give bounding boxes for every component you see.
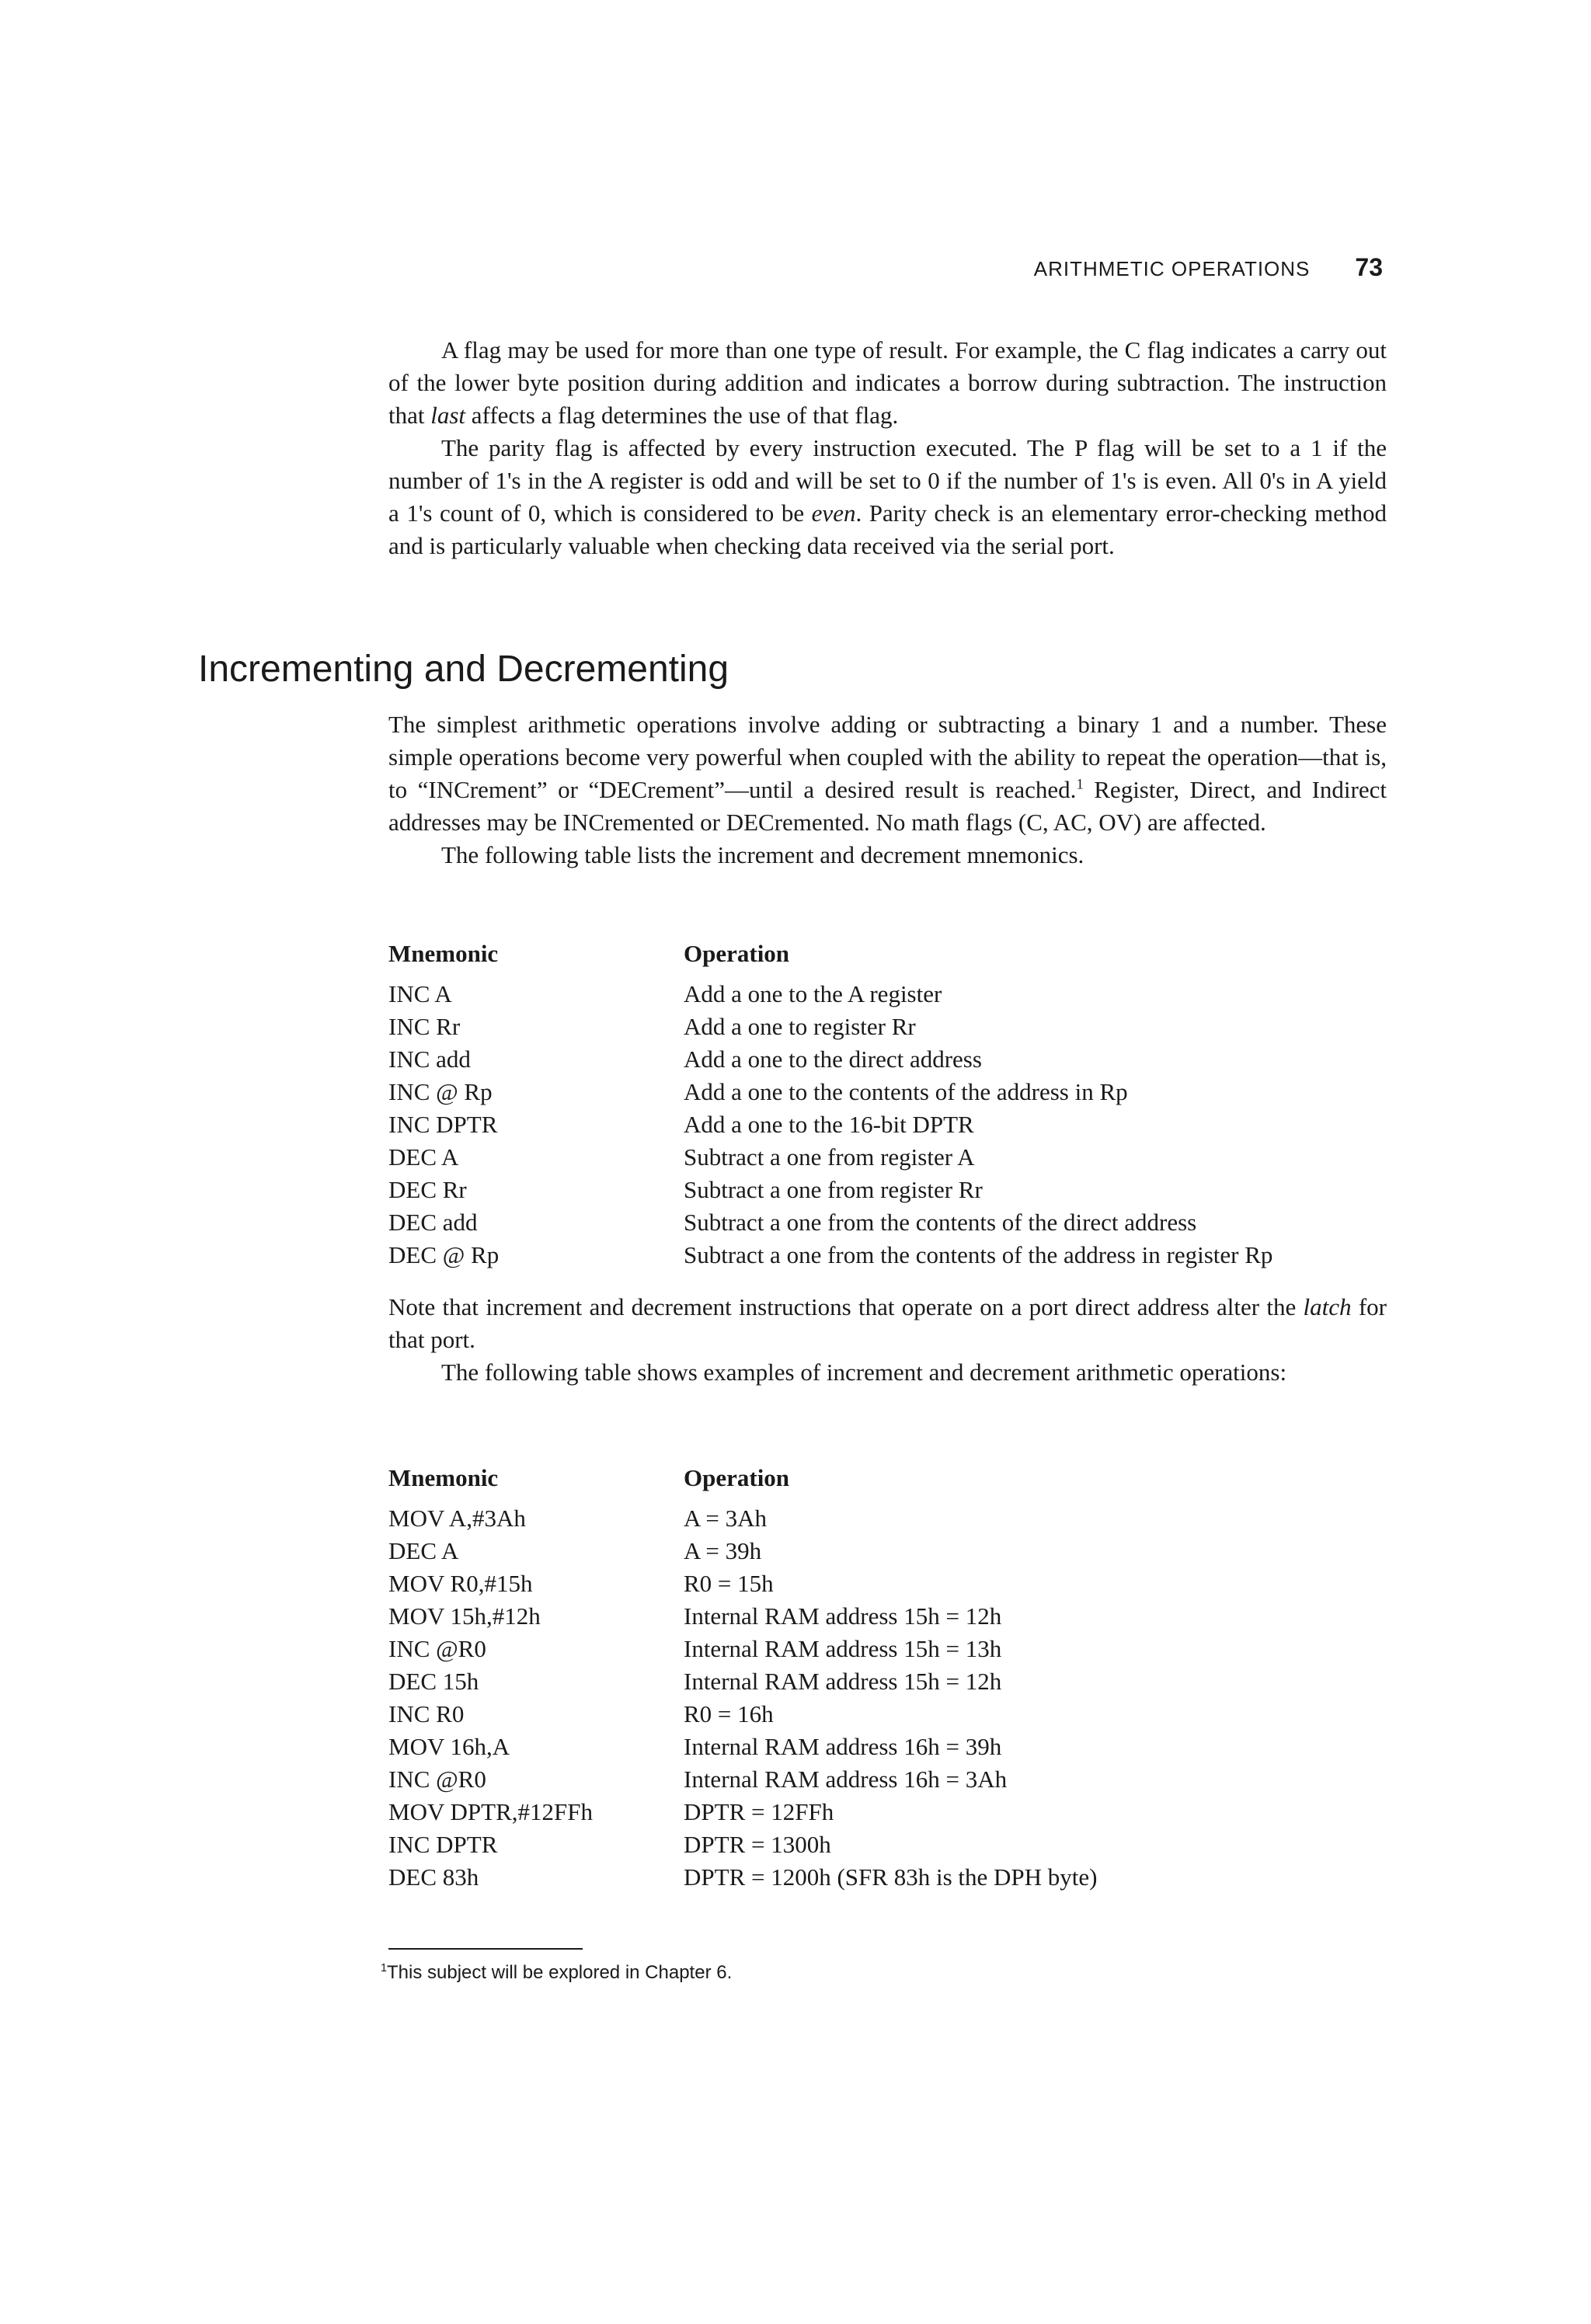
mnemonic-cell: MOV 15h,#12h (388, 1602, 541, 1630)
footnote-marker: 1 (381, 1962, 388, 1974)
running-head-title: ARITHMETIC OPERATIONS (1033, 257, 1311, 280)
mnemonic-cell: MOV 16h,A (388, 1733, 510, 1760)
mnemonic-cell: INC DPTR (388, 1111, 498, 1138)
examples-table (388, 1462, 1398, 1894)
table-row (388, 1108, 1398, 1141)
page-number: 73 (1355, 253, 1383, 281)
table-row (388, 1076, 1398, 1108)
mnemonic-cell: INC @ Rp (388, 1078, 493, 1105)
table-row (388, 1567, 1398, 1600)
footnote-reference: 1 (1076, 776, 1084, 793)
footnote-text: This subject will be explored in Chapter 6. (387, 1962, 733, 1983)
table-row (388, 1043, 1398, 1076)
operation-cell: DPTR = 12FFh (684, 1798, 834, 1825)
paragraph-examples-intro: The following table shows examples of increment and decrement arithmetic operations: (441, 1359, 1287, 1386)
header-mnemonic: Mnemonic (388, 940, 499, 967)
running-head (870, 253, 1383, 292)
operation-cell: R0 = 16h (684, 1700, 774, 1727)
footnote (381, 1962, 732, 1984)
emphasis-even: even (811, 499, 856, 527)
section-heading: Incrementing and Decrementing (198, 649, 729, 690)
mnemonic-cell: INC R0 (388, 1700, 465, 1727)
table-row (388, 1502, 1398, 1535)
mnemonic-cell: INC DPTR (388, 1831, 498, 1858)
mnemonic-cell: DEC add (388, 1209, 478, 1236)
table-row (388, 1600, 1398, 1633)
header-mnemonic: Mnemonic (388, 1464, 499, 1491)
mnemonic-cell: MOV DPTR,#12FFh (388, 1798, 594, 1825)
footnote-rule (388, 1948, 583, 1950)
operation-cell: Subtract a one from the contents of the address in register Rp (684, 1241, 1273, 1268)
operation-cell: Internal RAM address 16h = 3Ah (684, 1766, 1008, 1793)
operation-cell: Subtract a one from the contents of the direct address (684, 1209, 1197, 1236)
mnemonic-cell: DEC A (388, 1143, 459, 1171)
paragraph-port-latch-note: Note that increment and decrement instructions that operate on a port direct address alter the latch for that port. (388, 1293, 1387, 1353)
paragraph-table-intro: The following table lists the increment and decrement mnemonics. (441, 841, 1084, 868)
operation-cell: Internal RAM address 15h = 13h (684, 1635, 1002, 1662)
mnemonic-cell: DEC A (388, 1537, 459, 1564)
emphasis-latch: latch (1303, 1293, 1352, 1320)
header-operation: Operation (684, 940, 790, 967)
table-row (388, 1206, 1398, 1239)
emphasis-last: last (430, 402, 466, 429)
table-row (388, 1828, 1398, 1861)
table-header (388, 938, 1398, 970)
table-row (388, 1861, 1398, 1894)
operation-cell: Add a one to the 16-bit DPTR (684, 1111, 974, 1138)
paragraph-inc-dec-intro: The simplest arithmetic operations involve adding or subtracting a binary 1 and a number. These simple operations become very powerful when coupled with the ability to repeat the operation—that is, to “INCrement” or “DECrement”—until a desired result is reached.$^1$ Register, Direct, and Indirect addresses may be INCremented or DECremented. No math flags (C, AC, OV) are affected. (388, 711, 1387, 836)
header-operation: Operation (684, 1464, 790, 1491)
operation-cell: Subtract a one from register Rr (684, 1176, 983, 1203)
operation-cell: Add a one to the contents of the address in Rp (684, 1078, 1128, 1105)
table-row (388, 1011, 1398, 1043)
table-row (388, 978, 1398, 1011)
operation-cell: DPTR = 1200h (SFR 83h is the DPH byte) (684, 1863, 1098, 1891)
operation-cell: Internal RAM address 15h = 12h (684, 1668, 1002, 1695)
operation-cell: R0 = 15h (684, 1570, 774, 1597)
intro-text (388, 334, 1387, 562)
operation-cell: DPTR = 1300h (684, 1831, 831, 1858)
operation-cell: Internal RAM address 16h = 39h (684, 1733, 1002, 1760)
mnemonic-cell: INC add (388, 1045, 471, 1073)
table-row (388, 1239, 1398, 1272)
operation-cell: Internal RAM address 15h = 12h (684, 1602, 1002, 1630)
mnemonic-cell: INC Rr (388, 1013, 461, 1040)
table-row (388, 1141, 1398, 1174)
mnemonic-cell: DEC Rr (388, 1176, 467, 1203)
mnemonics-table (388, 938, 1398, 1272)
mnemonic-cell: DEC 83h (388, 1863, 479, 1891)
operation-cell: Subtract a one from register A (684, 1143, 975, 1171)
notes-text (388, 1291, 1387, 1389)
table-row (388, 1698, 1398, 1731)
mnemonic-cell: INC @R0 (388, 1766, 486, 1793)
mnemonic-cell: MOV R0,#15h (388, 1570, 533, 1597)
table-row (388, 1174, 1398, 1206)
operation-cell: Add a one to register Rr (684, 1013, 916, 1040)
section-text (388, 708, 1387, 872)
table-row (388, 1665, 1398, 1698)
mnemonic-cell: DEC @ Rp (388, 1241, 500, 1268)
mnemonic-cell: MOV A,#3Ah (388, 1505, 526, 1532)
operation-cell: A = 3Ah (684, 1505, 768, 1532)
table-row (388, 1796, 1398, 1828)
paragraph-parity-flag: The parity flag is affected by every instruction executed. The P flag will be set to a 1 if the number of 1's in the A register is odd and will be set to 0 if the number of 1's is even. All 0's in A yield a 1's count of 0, which is considered to be even. Parity check is an elementary error-checking method and is particularly valuable when checking data received via the serial port. (388, 434, 1387, 559)
table-row (388, 1763, 1398, 1796)
operation-cell: Add a one to the A register (684, 980, 942, 1007)
table-header (388, 1462, 1398, 1494)
table-row (388, 1535, 1398, 1567)
table-row (388, 1731, 1398, 1763)
operation-cell: A = 39h (684, 1537, 762, 1564)
table-row (388, 1633, 1398, 1665)
mnemonic-cell: DEC 15h (388, 1668, 479, 1695)
operation-cell: Add a one to the direct address (684, 1045, 982, 1073)
mnemonic-cell: INC A (388, 980, 452, 1007)
mnemonic-cell: INC @R0 (388, 1635, 486, 1662)
paragraph-flag-usage: A flag may be used for more than one type of result. For example, the C flag indicates a carry out of the lower byte position during addition and indicates a borrow during subtraction. The instruction that last affects a flag determines the use of that flag. (388, 336, 1387, 429)
